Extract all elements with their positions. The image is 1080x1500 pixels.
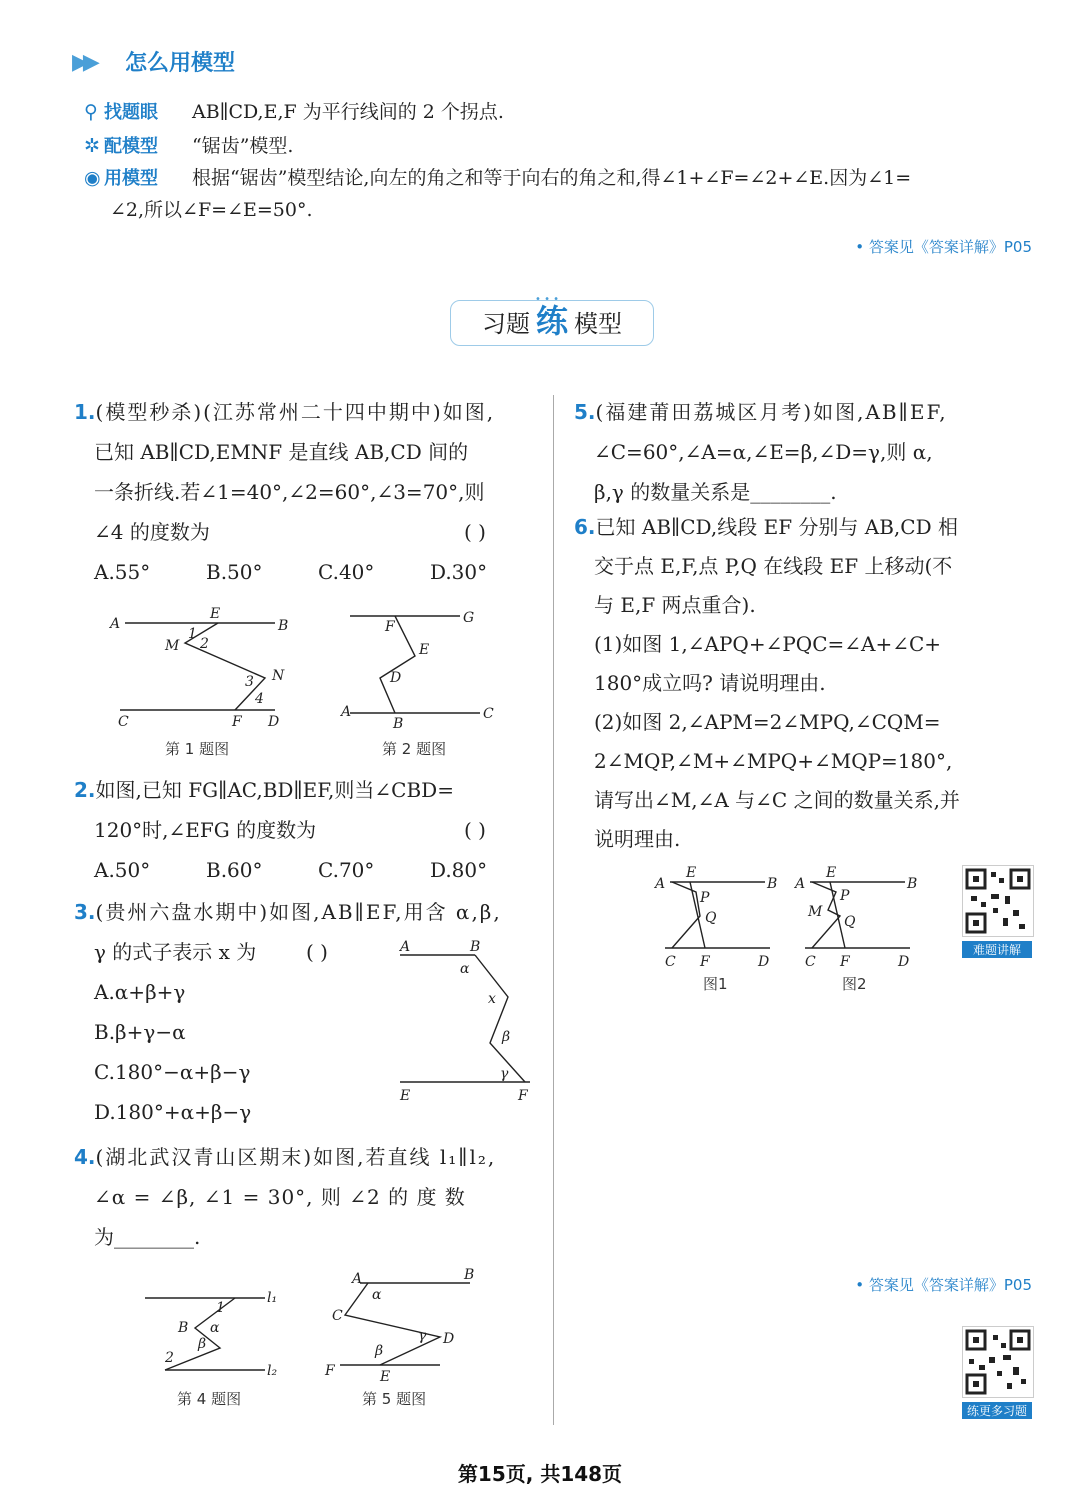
header-arrows-icon: ▶▶ (72, 50, 94, 75)
svg-text:1: 1 (188, 626, 197, 642)
svg-text:D: D (898, 954, 910, 970)
qr-label: 练更多习题 (962, 1402, 1032, 1419)
q-text: (湖北武汉青山区期末)如图,若直线 l₁∥l₂, (95, 1145, 497, 1169)
question-number: 2. (74, 778, 96, 802)
svg-text:α: α (210, 1320, 220, 1336)
svg-text:γ: γ (418, 1328, 427, 1344)
svg-text:P: P (840, 888, 850, 904)
option-c: C.70° (318, 858, 375, 882)
svg-text:1: 1 (216, 1300, 225, 1316)
svg-text:A: A (110, 616, 121, 632)
svg-text:2: 2 (165, 1350, 174, 1366)
section-title-mid: 练 (535, 302, 568, 340)
svg-text:D: D (390, 670, 402, 686)
svg-text:β: β (198, 1336, 207, 1352)
svg-text:D: D (268, 714, 280, 730)
question-number: 1. (74, 400, 96, 424)
svg-text:F: F (232, 714, 242, 730)
tip-text: “锯齿”模型. (192, 135, 294, 157)
question-number: 5. (574, 400, 596, 424)
svg-text:F: F (325, 1363, 335, 1379)
answer-reference: • 答案见《答案详解》P05 (855, 1276, 1032, 1294)
q-text: ∠4 的度数为 (94, 520, 210, 544)
q-text: 180°成立吗? 请说明理由. (594, 671, 826, 695)
search-icon: ⚲ (84, 101, 98, 123)
answer-paren: ( ) (306, 940, 328, 964)
tip-text: AB∥CD,E,F 为平行线间的 2 个拐点. (192, 101, 504, 123)
svg-text:2: 2 (200, 636, 209, 652)
svg-text:Q: Q (844, 914, 856, 930)
svg-text:M: M (808, 904, 823, 920)
gear-icon: ✲ (84, 135, 100, 157)
svg-text:β: β (502, 1029, 511, 1045)
svg-text:E: E (380, 1369, 391, 1385)
svg-text:α: α (372, 1287, 382, 1303)
qr-code-icon (962, 1326, 1034, 1398)
q-text: 120°时,∠EFG 的度数为 (94, 818, 317, 842)
option-a: A.α+β+γ (94, 980, 186, 1004)
svg-text:Q: Q (705, 910, 717, 926)
figure-q6-2 (790, 860, 920, 975)
figure-q5 (320, 1265, 490, 1390)
svg-text:C: C (118, 714, 129, 730)
tip-row-find (84, 96, 504, 129)
svg-text:A: A (795, 876, 806, 892)
svg-text:l₂: l₂ (267, 1363, 278, 1379)
option-b: B.60° (206, 858, 263, 882)
svg-text:C: C (332, 1308, 343, 1324)
svg-text:E: E (400, 1088, 411, 1104)
qr-label: 难题讲解 (962, 941, 1032, 958)
svg-text:E: E (419, 642, 430, 658)
figure-q4 (140, 1280, 300, 1385)
question-2 (74, 770, 534, 890)
q-text: ∠α = ∠β, ∠1 = 30°, 则 ∠2 的 度 数 (94, 1185, 466, 1209)
svg-text:B: B (393, 716, 404, 732)
figure-q6-1 (650, 860, 780, 975)
q-text: 说明理由. (594, 827, 681, 851)
q-text: 请写出∠M,∠A 与∠C 之间的数量关系,并 (594, 788, 960, 812)
section-heading: 怎么用模型 (125, 51, 236, 76)
svg-text:β: β (375, 1343, 384, 1359)
svg-text:B: B (464, 1267, 475, 1283)
figure-caption: 第 2 题图 (382, 740, 447, 758)
option-d: D.30° (430, 560, 488, 584)
figure-caption: 图2 (842, 975, 867, 993)
tip-label: 配模型 (104, 136, 158, 157)
option-d: D.80° (430, 858, 488, 882)
svg-text:A: A (341, 704, 352, 720)
svg-text:A: A (655, 876, 666, 892)
figure-q1 (100, 598, 300, 733)
q-text: (2)如图 2,∠APM=2∠MPQ,∠CQM= (594, 710, 941, 734)
option-a: A.55° (94, 560, 151, 584)
tip-label: 用模型 (104, 168, 158, 189)
svg-text:A: A (352, 1271, 363, 1287)
question-number: 4. (74, 1145, 96, 1169)
question-4 (74, 1137, 534, 1257)
figure-caption: 第 5 题图 (362, 1390, 427, 1408)
svg-text:N: N (272, 668, 285, 684)
svg-text:F: F (518, 1088, 528, 1104)
svg-text:B: B (907, 876, 918, 892)
q-line (74, 512, 534, 552)
answer-paren: ( ) (464, 520, 486, 544)
svg-text:C: C (665, 954, 676, 970)
q-text: (贵州六盘水期中)如图,AB∥EF,用含 α,β, (95, 900, 502, 924)
option-b: B.β+γ−α (94, 1020, 186, 1044)
option-a: A.50° (94, 858, 151, 882)
q-text: γ 的式子表示 x 为 (94, 940, 257, 964)
question-5 (574, 392, 1044, 512)
option-d: D.180°+α+β−γ (94, 1100, 252, 1124)
q-text: 为________. (94, 1225, 201, 1249)
tip-label: 找题眼 (104, 102, 158, 123)
section-title-left: 习题 (481, 310, 530, 338)
figure-caption: 图1 (703, 975, 728, 993)
svg-text:l₁: l₁ (267, 1290, 278, 1306)
svg-text:4: 4 (255, 691, 264, 707)
column-divider (553, 395, 554, 1425)
page-number: 第15页, 共148页 (457, 1462, 623, 1486)
q-text: (模型秒杀)(江苏常州二十四中期中)如图, (95, 400, 496, 424)
tip-text-continued: ∠2,所以∠F=∠E=50°. (110, 199, 313, 221)
q-text: 一条折线.若∠1=40°,∠2=60°,∠3=70°,则 (94, 480, 485, 504)
section-title-right: 模型 (574, 310, 622, 338)
svg-text:E: E (686, 865, 697, 881)
figure-q3 (390, 935, 540, 1110)
svg-text:x: x (488, 991, 496, 1007)
svg-text:F: F (385, 619, 395, 635)
question-number: 3. (74, 900, 96, 924)
svg-text:E: E (826, 865, 837, 881)
q-text: ∠C=60°,∠A=α,∠E=β,∠D=γ,则 α, (594, 440, 933, 464)
question-6 (574, 508, 1044, 859)
svg-text:3: 3 (245, 674, 254, 690)
tip-row-model (84, 130, 293, 163)
svg-text:B: B (767, 876, 778, 892)
svg-text:γ: γ (500, 1066, 509, 1082)
figure-q2 (335, 598, 505, 733)
svg-text:A: A (400, 939, 411, 955)
q-text: (福建莆田荔城区月考)如图,AB∥EF, (595, 400, 948, 424)
svg-text:C: C (805, 954, 816, 970)
question-1 (74, 392, 534, 592)
q-text: (1)如图 1,∠APQ+∠PQC=∠A+∠C+ (594, 632, 942, 656)
svg-text:D: D (443, 1331, 455, 1347)
svg-text:E: E (210, 606, 221, 622)
tip-text: 根据“锯齿”模型结论,向左的角之和等于向右的角之和,得∠1+∠F=∠2+∠E.因为∠1= (192, 167, 912, 189)
q-text: 2∠MQP,∠M+∠MPQ+∠MQP=180°, (594, 749, 953, 773)
option-c: C.40° (318, 560, 375, 584)
q-text: 如图,已知 FG∥AC,BD∥EF,则当∠CBD= (95, 778, 454, 802)
svg-text:D: D (758, 954, 770, 970)
qr-code-hard-problems[interactable] (962, 865, 1032, 958)
figure-caption: 第 1 题图 (165, 740, 230, 758)
q-options (74, 552, 534, 592)
answer-reference: • 答案见《答案详解》P05 (855, 238, 1032, 256)
svg-text:C: C (483, 706, 494, 722)
svg-text:α: α (460, 961, 470, 977)
q-line (74, 810, 534, 850)
q-options (74, 850, 534, 890)
question-number: 6. (574, 515, 596, 539)
qr-code-more-exercises[interactable] (962, 1326, 1032, 1419)
svg-text:B: B (178, 1320, 189, 1336)
svg-text:M: M (165, 638, 180, 654)
svg-text:F: F (700, 954, 710, 970)
eye-icon: ◉ (84, 167, 101, 189)
answer-paren: ( ) (464, 818, 486, 842)
svg-text:F: F (840, 954, 850, 970)
section-title-box (450, 300, 654, 346)
q-text: 交于点 E,F,点 P,Q 在线段 EF 上移动(不 (594, 554, 953, 578)
q-text: 与 E,F 两点重合). (594, 593, 756, 617)
svg-text:B: B (278, 618, 289, 634)
q-text: β,γ 的数量关系是________. (594, 480, 837, 504)
figure-caption: 第 4 题图 (177, 1390, 242, 1408)
q-text: 已知 AB∥CD,线段 EF 分别与 AB,CD 相 (595, 515, 958, 539)
q-text: 已知 AB∥CD,EMNF 是直线 AB,CD 间的 (94, 440, 469, 464)
tip-row-use (84, 162, 1044, 195)
svg-text:B: B (470, 939, 481, 955)
qr-code-icon (962, 865, 1034, 937)
option-b: B.50° (206, 560, 263, 584)
option-c: C.180°−α+β−γ (94, 1060, 251, 1084)
svg-text:P: P (700, 890, 710, 906)
svg-text:G: G (463, 610, 475, 626)
